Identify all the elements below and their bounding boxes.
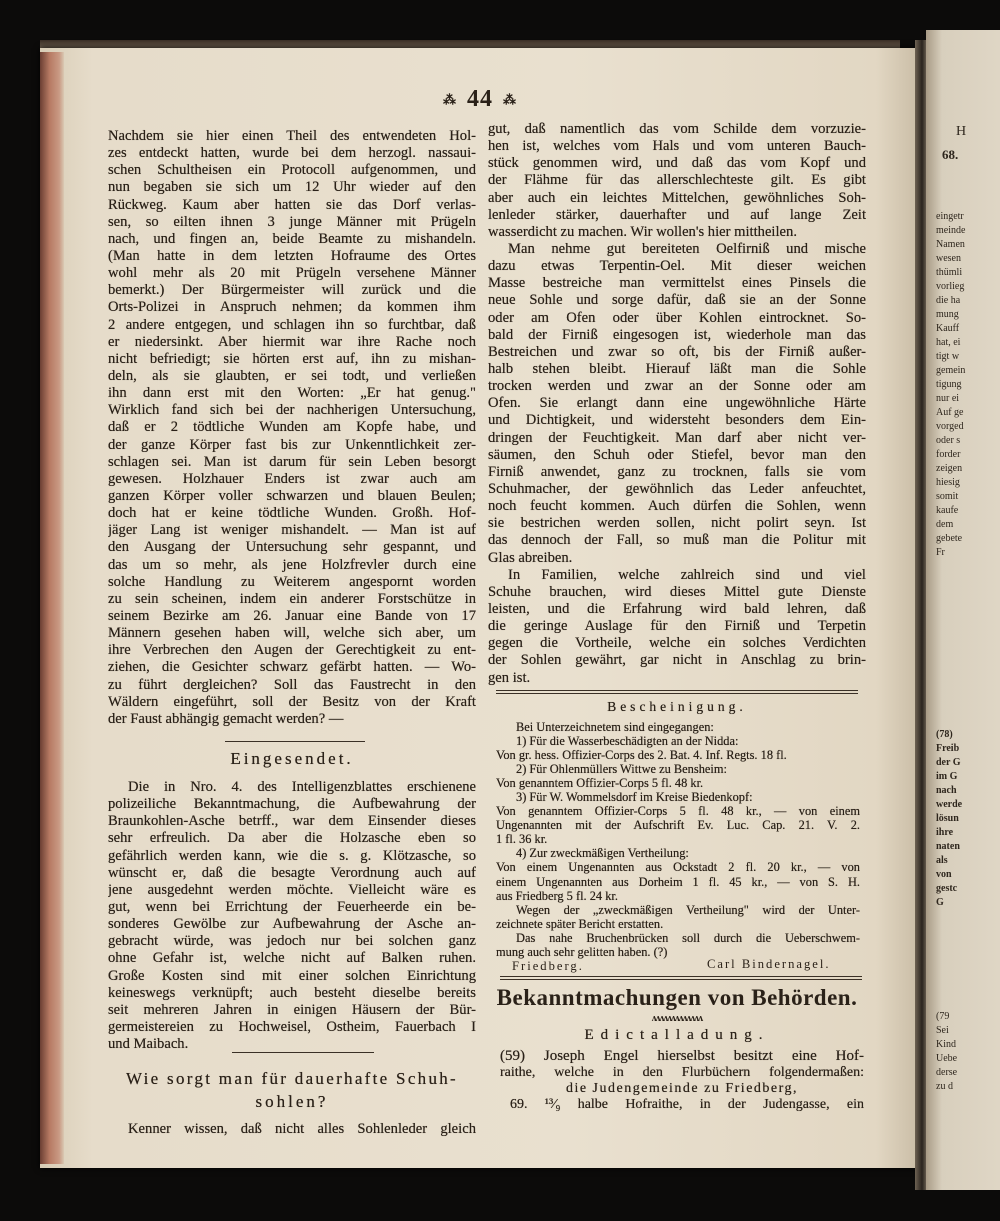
text-line: Braunkohlen-Asche betrff., war dem Einsender dieses [108,813,476,830]
facing-text-fragment: als [936,855,948,866]
text-line: keineswegs verknüpft; auch besteht dieselbe bereits [108,984,476,1001]
text-line: ganzen Körper voller schwarzen und blauen Beulen; [108,487,476,504]
text-line: wohl mehr als 20 mit Prügeln versehene Männer [108,265,476,282]
ornament-icon: ⁂ [503,92,517,108]
text-line: noch feucht kommen. Auch dürfen die Sohlen, wenn [488,498,866,515]
text-line: Rückweg. Kaum aber hatten sie das Dorf verlas- [108,196,476,213]
text-line: polizeiliche Bekanntmachung, die Aufbewahrung der [108,796,476,813]
double-divider [496,690,858,694]
article-schuhsohlen-continued [488,121,866,687]
text-line: Von gr. hess. Offizier-Corps des 2. Bat. 4. Inf. Regts. 18 fl. [496,748,787,763]
text-line: jäger Lang ist weniger mishandelt. — Man ist auf [108,522,476,539]
facing-text-fragment: ihre [936,827,954,838]
section-title-schuhsohlen-cont: sohlen? [255,1092,329,1111]
facing-text-fragment: Fr [936,547,945,558]
text-line: aber auch ein leichtes Mittelchen, gewöhnliches Soh- [488,189,866,206]
text-line: 1) Für die Wasserbeschädigten an der Nidda: [516,734,739,749]
text-line: (Man hatte in dem letzten Hofraume des Ortes [108,247,476,264]
text-line: er niedersinkt. Aber hiermit war ihre Rache noch [108,333,476,350]
text-line: jene ausgedehnt werden möchte. Vielleicht wäre es [108,881,476,898]
text-line: Kenner wissen, daß nicht alles Sohlenleder gleich [128,1121,476,1137]
text-line: 3) Für W. Wommelsdorf im Kreise Biedenkopf: [516,790,753,805]
facing-text-fragment: (78) [936,729,953,740]
facing-text-fragment: Sei [936,1025,949,1036]
facing-text-fragment: zu d [936,1081,953,1092]
text-line: solche Handlung zu Weiterem angespornt worden [108,573,476,590]
page-number-header [420,86,540,113]
text-line: dazu etwas Terpentin-Oel. Mit dieser weichen [488,258,866,275]
text-line: hen ist, welches vom Hals und vom unteren Bauch- [488,138,866,155]
text-line: bald der Firniß eingesogen ist, wiederhole man das [488,326,866,343]
text-line: Große Kosten sind mit einer solchen Einrichtung [108,967,476,984]
text-line: Bestreichen und zwar so oft, bis der Firniß außer- [488,343,866,360]
facing-text-fragment: kaufe [936,505,959,516]
text-line: Nachdem sie hier einen Theil des entwendeten Hol- [108,128,476,144]
text-line: zes entdeckt hatten, wurde bei dem herzogl. nassaui- [108,145,476,162]
text-line: Glas abreiben. [488,549,573,566]
text-line: die Judengemeinde zu Friedberg, [565,1081,799,1096]
text-line: lenleder stärker, dauerhafter und auf lange Zeit [488,206,866,223]
text-line: nun begaben sie sich um 12 Uhr wieder auf den [108,179,476,196]
facing-text-fragment: hiesig [936,477,960,488]
text-line: In Familien, welche zahlreich sind und viel [508,566,866,583]
text-line: raithe, welche in den Flurbüchern folgendermaßen: [500,1065,864,1080]
facing-text-fragment: tigt w [936,351,960,362]
text-line: zu führt dergleichen? Soll das Faustrecht in den [108,676,476,693]
facing-text-fragment: von [936,869,952,880]
text-line: Das nahe Bruchenbrücken soll durch die Ueberschwem- [516,930,860,945]
facing-fragment-block [936,728,962,910]
notice-edictalladung [500,1048,864,1113]
facing-text-fragment: naten [936,841,960,852]
facing-text-fragment: Kauff [936,323,960,334]
text-line: der Faust abhängig gemacht werden? — [108,710,344,727]
text-line: säumen, den Schuh oder Stiefel, bevor man den [488,446,866,463]
text-line: daß er 2 tödtliche Wunden am Kopfe habe, und [108,419,476,436]
section-title-bescheinigung: Bescheinigung. [607,699,747,714]
facing-text-fragment: Kind [936,1039,956,1050]
text-line: ihre Verbrechen den Augen der Gerechtigkeit zu ent- [108,642,476,659]
facing-text-fragment: (79 [936,1011,950,1022]
ornament-icon: ⁂ [443,92,457,108]
text-line: Männern gesehen haben will, welche sich aber, um [108,625,476,642]
facing-text-fragment: Auf ge [936,407,964,418]
text-line: sen, so eilten ihnen 3 junge Männer mit Prügeln [108,213,476,230]
facing-text-fragment: derse [936,1067,958,1078]
text-line: gut, wenn bei Errichtung der Feuerheerde ein be- [108,898,476,915]
text-line: oder am Ofen oder über Kohlen eintrocknet. So- [488,309,866,326]
text-line: Schuhe brauchen, wird dieses Mittel gute Dienste [488,583,866,600]
text-line: sehr erfreulich. Da aber die Holzasche eben so [108,830,476,847]
facing-text-fragment: vorged [936,421,964,432]
facing-text-fragment: zeigen [936,463,963,474]
text-line: Von genanntem Offizier-Corps 5 fl. 48 kr., — von einem [496,804,860,819]
facing-page [926,30,1000,1190]
text-line: stück genommen wird, und daß das vom Kopf und [488,155,866,172]
text-line: germeistereien zu Hochweisel, Ostheim, Fauerbach I [108,1018,476,1035]
facing-page-letter: H [956,124,967,139]
facing-text-fragment: G [936,897,944,908]
text-line: gegen die Vortheile, welche ein solches Verdichten [488,635,866,652]
facing-text-fragment: Namen [936,239,965,250]
text-line: sonderes Gewölbe zur Aufbewahrung der Asche an- [108,916,476,933]
article-eingesendet [108,779,476,1053]
facing-text-fragment: Freib [936,743,960,754]
text-line: und Maibach. [108,1036,189,1053]
text-line: Die in Nro. 4. des Intelligenzblattes erschienene [128,779,476,795]
section-title-bekanntmachungen: Bekanntmachungen von Behörden. [496,985,858,1010]
facing-text-fragment: lösun [936,813,959,824]
text-line: Ofen. Sie erlangt dann eine ungewöhnliche Härte [488,395,866,412]
facing-text-fragment: nach [936,785,957,796]
text-line: Orts-Polizei in Anspruch nehmen; da kommen ihm [108,299,476,316]
facing-text-fragment: tigung [936,379,962,390]
text-line: Firniß anwendet, ganz zu trocknen, falls sie vom [488,463,866,480]
text-line: 1 fl. 36 kr. [496,832,548,847]
signature-name: Carl Bindernagel. [707,957,831,971]
text-line: sie bestrichen werden sollen, nicht polirt seyn. Ist [488,515,866,532]
text-line: Bei Unterzeichnetem sind eingegangen: [516,720,714,734]
text-line: schlagen sei. Man ist darum für sein Leben besorgt [108,453,476,470]
text-line: trocken werden und zwar an der Sonne oder am [488,378,866,395]
text-line: Masse bestreiche man vermittelst eines Pinsels die [488,275,866,292]
facing-text-fragment: gestc [936,883,958,894]
text-line: Man nehme gut bereiteten Oelfirniß und mische [508,240,866,257]
notice-bescheinigung [496,720,860,959]
facing-text-fragment: dem [936,519,954,530]
facing-text-fragment: meinde [936,225,966,236]
facing-text-fragment: gebete [936,533,963,544]
text-line: seinem Bezirke am 26. Januar eine Bande von 17 [108,607,476,624]
section-title-schuhsohlen: Wie sorgt man für dauerhafte Schuh- [125,1069,459,1088]
facing-text-fragment: im G [936,771,958,782]
section-divider [232,1052,374,1053]
text-line: Wäldern eingeführt, soll der Besitz von der Kraft [108,693,476,710]
text-line: 2) Für Ohlenmüllers Wittwe zu Bensheim: [516,762,727,777]
text-line: gefährlich werden kann, wie die s. g. Klötzasche, so [108,847,476,864]
facing-text-fragment: somit [936,491,959,502]
text-line: gut, daß namentlich das vom Schilde dem vorzuzie- [488,121,866,137]
facing-text-fragment: vorlieg [936,281,965,292]
facing-text-fragment: forder [936,449,961,460]
double-divider [500,976,862,980]
text-line: und Dichtigkeit, und widersteht besonders dem Ein- [488,412,866,429]
text-line: Wegen der „zweckmäßigen Vertheilung" wird der Unter- [516,902,860,917]
text-line: nicht befriedigt; sie hörten erst auf, ihn zu mishan- [108,350,476,367]
text-line: Von genanntem Offizier-Corps 5 fl. 48 kr. [496,776,704,791]
text-line: zu sein scheinen, indem ein anderer Forstschütze in [108,590,476,607]
text-line: (59) Joseph Engel hierselbst besitzt eine Hof- [500,1048,864,1064]
text-line: einem Ungenannten aus Dorheim 1 fl. 45 kr., — von S. H. [496,874,860,889]
facing-page-number: 68. [942,147,959,162]
wave-ornament: ᴧᴧᴧᴧᴧᴧᴧᴧᴧᴧᴧᴧᴧ [651,1013,703,1024]
text-line: wasserdicht zu machen. Wir wollen's hier mittheilen. [488,223,797,240]
text-line: gen ist. [488,669,531,686]
facing-fragment-block [936,210,965,560]
text-line: gewesen. Holzhauer Enders ist zwar auch am [108,470,476,487]
article-schuhsohlen-start [108,1121,476,1138]
text-line: dringen der Feuchtigkeit. Man darf aber nicht ver- [488,429,866,446]
text-line: ihn dann erst mit den Worten: „Er hat genug." [108,385,476,402]
facing-text-fragment: wesen [936,253,961,264]
text-line: 4) Zur zweckmäßigen Vertheilung: [516,846,689,861]
text-line: zeichnete später Bericht erstatten. [496,916,664,931]
facing-text-fragment: der G [936,757,961,768]
text-line: doch hat er keine tödtliche Wunden. Großh. Hof- [108,505,476,522]
text-line: halb stehen bleibt. Hierauf läßt man die Sohle [488,360,866,377]
text-line: mung auch sehr gelitten haben. (?) [496,944,668,959]
section-title-eingesendet: Eingesendet. [230,749,354,768]
section-title-edictalladung: Edictalladung. [584,1027,770,1043]
text-line: leisten, und die Erfahrung wird bald lehren, daß [488,600,866,617]
text-line: bemerkt.) Der Bürgermeister will zurück und die [108,282,476,299]
article-holzfrevel [108,128,476,728]
text-line: das um so mehr, als jene Holzfrevler durch eine [108,556,476,573]
facing-fragment-block [936,1010,957,1094]
text-line: der ganze Körper fast bis zur Unkenntlichkeit zer- [108,436,476,453]
facing-text-fragment: hat, ei [936,337,961,348]
page-number: 44 [467,86,493,112]
text-line: der Sohlen gewährt, gar nicht in Anschlag zu brin- [488,652,866,669]
facing-text-fragment: Uebe [936,1053,958,1064]
text-line: deln, als sie glaubten, er sei todt, und verließen [108,367,476,384]
facing-text-fragment: mung [936,309,959,320]
facing-text-fragment: die ha [936,295,961,306]
text-line: 2 andere entgegen, und schlagen ihn so furchtbar, daß [108,316,476,333]
text-line: die geringe Auslage für den Firniß und Terpetin [488,618,866,635]
facing-text-fragment: gemein [936,365,966,376]
text-line: Von einem Ungenannten aus Ockstadt 2 fl. 20 kr., — von [496,860,860,875]
signature-place: Friedberg. [512,959,584,973]
section-divider [225,741,365,742]
text-line: gebracht würde, was jedoch nur bei solchen ganz [108,933,476,950]
text-line: 69. ¹³⁄₉ halbe Hofraithe, in der Judengasse, ein [510,1097,864,1112]
text-line: Ungenannten mit der Aufschrift Ev. Luc. Cap. 21. V. 2. [496,818,860,833]
facing-text-fragment: eingetr [936,211,964,222]
text-line: den Ausgang der Untersuchung sehr gespannt, und [108,539,476,556]
text-line: ohne Gefahr ist, welche nicht auf Balken ruhen. [108,950,476,967]
text-line: seit mehreren Jahren in einigen Häusern der Bür- [108,1001,476,1018]
text-line: das dennoch der Fall, so muß man die Politur mit [488,532,866,549]
text-line: der Flähme für das allerschlechteste gilt. Es gibt [488,172,866,189]
text-line: ziehen, die Gesichter schwarz gefärbt hatten. — Wo- [108,659,476,676]
text-line: schen Schultheisen ein Protocoll aufgenommen, und [108,162,476,179]
text-line: Wirklich fand sich bei der nachherigen Untersuchung, [108,402,476,419]
facing-text-fragment: oder s [936,435,961,446]
facing-text-fragment: thümli [936,267,963,278]
text-line: neue Sohle und sorge dafür, daß sie an der Sonne [488,292,866,309]
text-line: wünscht er, daß die besagte Verordnung auch auf [108,864,476,881]
text-line: aus Friedberg 5 fl. 24 kr. [496,888,618,903]
facing-text-fragment: werde [936,799,963,810]
text-line: nach, und fingen an, beide Beamte zu mishandeln. [108,230,476,247]
page-stack-edge [40,52,64,1164]
text-line: Schuhmacher, der gewöhnlich das Leder anfeuchtet, [488,480,866,497]
facing-text-fragment: nur ei [936,393,960,404]
